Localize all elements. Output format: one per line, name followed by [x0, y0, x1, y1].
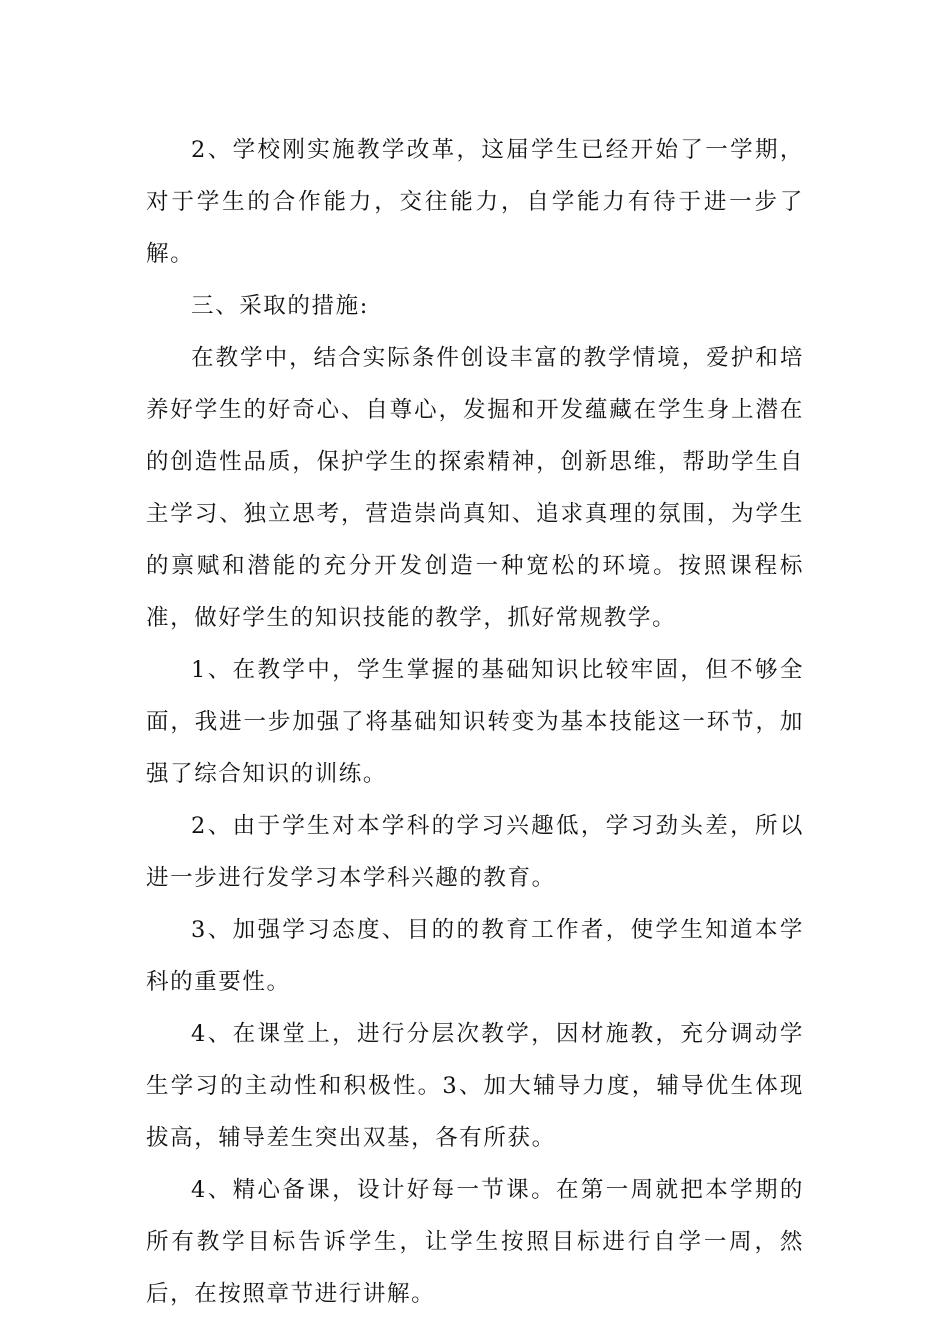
paragraph-measure-basic-knowledge: 1、在教学中，学生掌握的基础知识比较牢固，但不够全面，我进一步加强了将基础知识转变为基本技能这一环节，加强了综合知识的训练。 — [146, 657, 804, 787]
paragraph-measure-layered-teaching: 4、在课堂上，进行分层次教学，因材施教，充分调动学生学习的主动性和积极性。3、加大辅导力度，辅导优生体现拔高，辅导差生突出双基，各有所获。 — [146, 1021, 804, 1151]
paragraph-measure-lesson-prep: 4、精心备课，设计好每一节课。在第一周就把本学期的所有教学目标告诉学生，让学生按照目标进行自学一周，然后，在按照章节进行讲解。 — [146, 1177, 804, 1307]
paragraph-teaching-approach: 在教学中，结合实际条件创设丰富的教学情境，爱护和培养好学生的好奇心、自尊心，发掘和开发蕴藏在学生身上潜在的创造性品质，保护学生的探索精神，创新思维，帮助学生自主学习、独立思考，营造崇尚真知、追求真理的氛围，为学生的禀赋和潜能的充分开发创造一种宽松的环境。按照课程标准，做好学生的知识技能的教学，抓好常规教学。 — [146, 345, 804, 631]
section-heading-measures: 三、采取的措施: — [191, 293, 369, 319]
paragraph-learning-ability: 2、学校刚实施教学改革，这届学生已经开始了一学期，对于学生的合作能力，交往能力，自学能力有待于进一步了解。 — [146, 137, 804, 267]
document-body — [146, 124, 804, 1320]
paragraph-measure-interest: 2、由于学生对本学科的学习兴趣低，学习劲头差，所以进一步进行发学习本学科兴趣的教育。 — [146, 813, 804, 891]
paragraph-measure-attitude: 3、加强学习态度、目的的教育工作者，使学生知道本学科的重要性。 — [146, 917, 804, 995]
